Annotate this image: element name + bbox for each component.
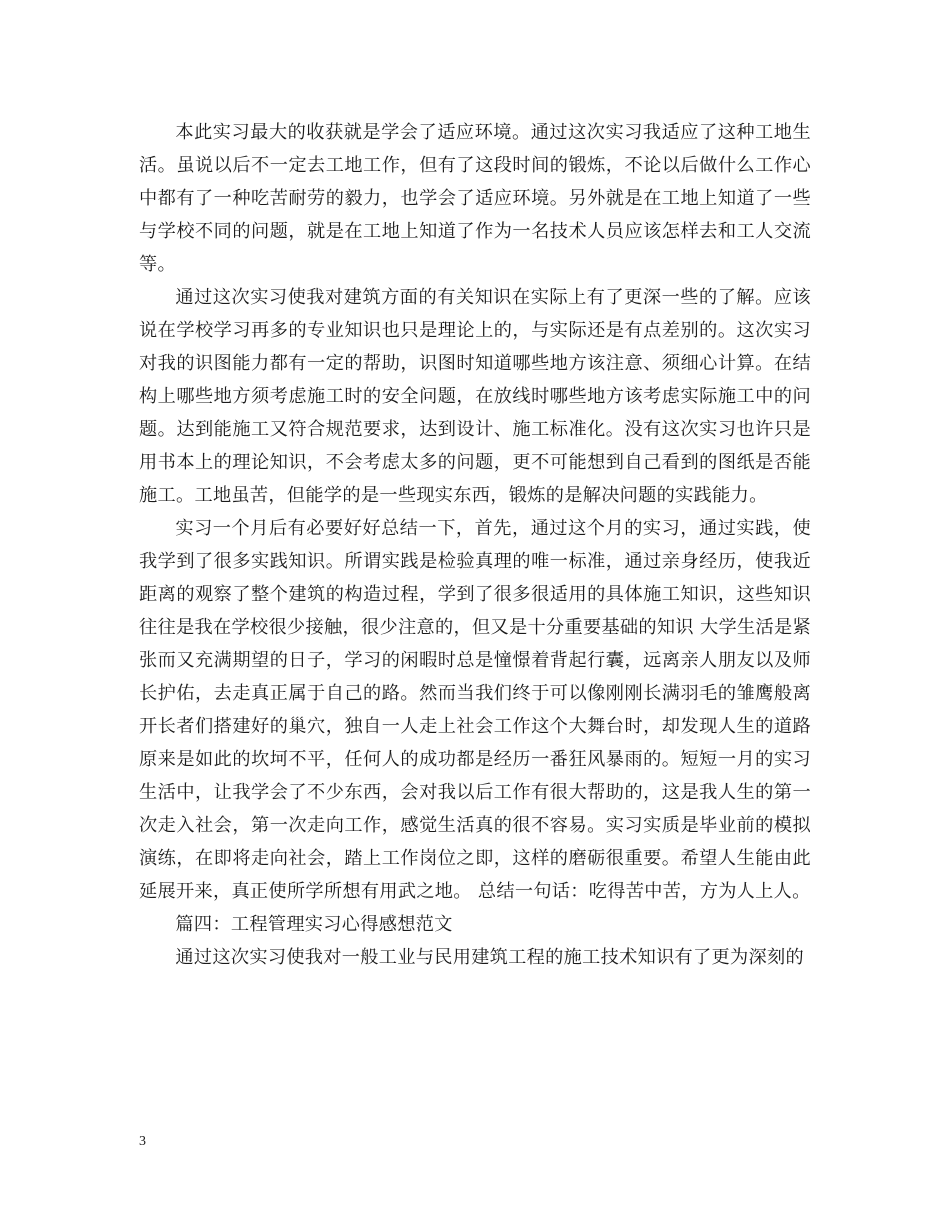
- paragraph-section-four-intro: 通过这次实习使我对一般工业与民用建筑工程的施工技术知识有了更为深刻的: [175, 947, 804, 968]
- document-body: [139, 116, 811, 974]
- paragraph-internship-summary: 实习一个月后有必要好好总结一下，首先，通过这个月的实习，通过实践，使我学到了很多实践知识。所谓实践是检验真理的唯一标准，通过亲身经历，使我近距离的观察了整个建筑的构造过程，学到了很多很适用的具体施工知识，这些知识往往是我在学校很少接触，很少注意的，但又是十分重要基础的知识 大学生活是紧张而又充满期望的日子，学习的闲暇时总是憧憬着背起行囊，远离亲人朋友以及师长护佑，去走真正属于自己的路。然而当我们终于可以像刚刚长满羽毛的雏鹰般离开长者们搭建好的巢穴，独自一人走上社会工作这个大舞台时，却发现人生的道路原来是如此的坎坷不平，任何人的成功都是经历一番狂风暴雨的。短短一月的实习生活中，让我学会了不少东西，会对我以后工作有很大帮助的，这是我人生的第一次走入社会，第一次走向工作，感觉生活真的很不容易。实习实质是毕业前的模拟演练，在即将走向社会，踏上工作岗位之即，这样的磨砺很重要。希望人生能由此延展开来，真正使所学所想有用武之地。 总结一句话：吃得苦中苦，方为人上人。: [139, 518, 811, 902]
- section-heading: 篇四：工程管理实习心得感想范文: [175, 914, 453, 935]
- paragraph-adapt-environment: 本此实习最大的收获就是学会了适应环境。通过这次实习我适应了这种工地生活。虽说以后不一定去工地工作，但有了这段时间的锻炼，不论以后做什么工作心中都有了一种吃苦耐劳的毅力，也学会了适应环境。另外就是在工地上知道了一些与学校不同的问题，就是在工地上知道了作为一名技术人员应该怎样去和工人交流等。: [139, 122, 811, 275]
- paragraph-construction-knowledge: 通过这次实习使我对建筑方面的有关知识在实际上有了更深一些的了解。应该说在学校学习再多的专业知识也只是理论上的，与实际还是有点差别的。这次实习对我的识图能力都有一定的帮助，识图时知道哪些地方该注意、须细心计算。在结构上哪些地方须考虑施工时的安全问题，在放线时哪些地方该考虑实际施工中的问题。达到能施工又符合规范要求，达到设计、施工标准化。没有这次实习也许只是用书本上的理论知识，不会考虑太多的问题，更不可能想到自己看到的图纸是否能施工。工地虽苦，但能学的是一些现实东西，锻炼的是解决问题的实践能力。: [139, 287, 811, 506]
- page-number: 3: [139, 1134, 146, 1149]
